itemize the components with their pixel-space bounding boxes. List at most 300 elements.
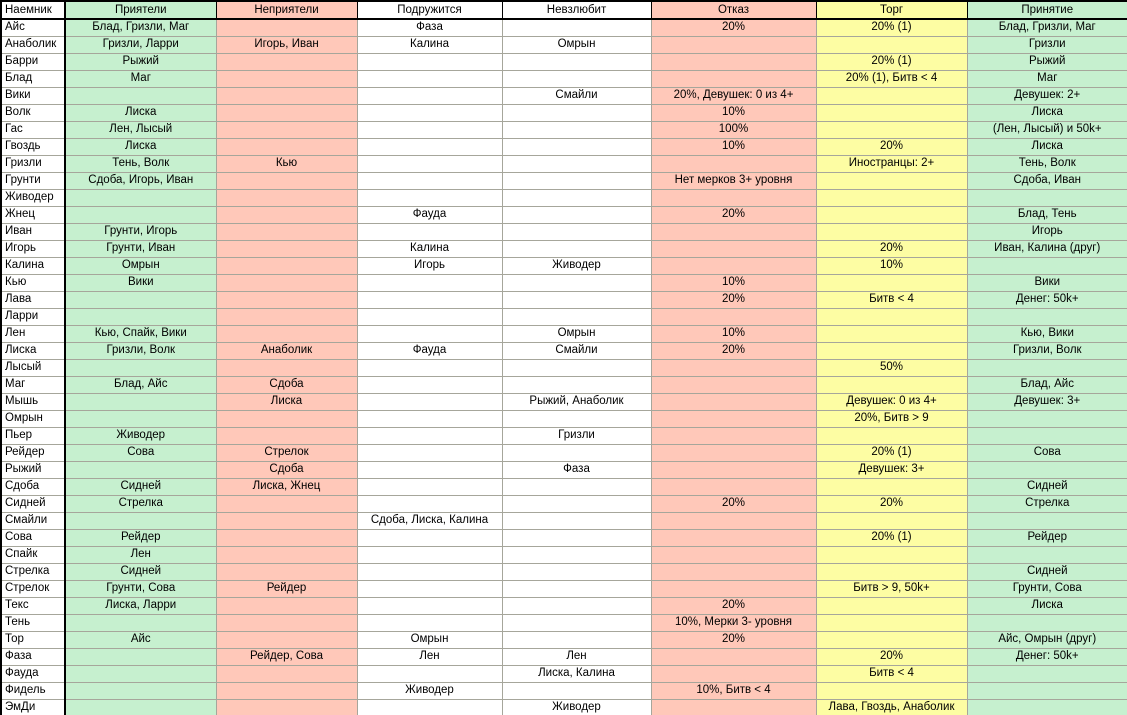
cell-dislike[interactable] xyxy=(502,359,651,376)
mercenary-name-cell[interactable]: Живодер xyxy=(1,189,65,206)
cell-befriend[interactable] xyxy=(357,274,502,291)
cell-refusal[interactable] xyxy=(651,563,816,580)
cell-bargain[interactable] xyxy=(816,36,967,53)
cell-bargain[interactable] xyxy=(816,563,967,580)
cell-dislike[interactable]: Смайли xyxy=(502,342,651,359)
cell-befriend[interactable] xyxy=(357,597,502,614)
cell-refusal[interactable] xyxy=(651,546,816,563)
cell-friends[interactable] xyxy=(65,410,216,427)
cell-friends[interactable] xyxy=(65,87,216,104)
cell-friends[interactable] xyxy=(65,665,216,682)
cell-refusal[interactable] xyxy=(651,461,816,478)
cell-refusal[interactable]: 10% xyxy=(651,138,816,155)
cell-dislike[interactable] xyxy=(502,597,651,614)
cell-foes[interactable] xyxy=(216,546,357,563)
cell-dislike[interactable] xyxy=(502,682,651,699)
column-header-befriend[interactable]: Подружится xyxy=(357,1,502,19)
cell-bargain[interactable]: 20%, Битв > 9 xyxy=(816,410,967,427)
cell-refusal[interactable]: 10%, Битв < 4 xyxy=(651,682,816,699)
cell-befriend[interactable] xyxy=(357,87,502,104)
cell-dislike[interactable] xyxy=(502,138,651,155)
cell-foes[interactable]: Игорь, Иван xyxy=(216,36,357,53)
cell-dislike[interactable] xyxy=(502,172,651,189)
cell-foes[interactable] xyxy=(216,308,357,325)
cell-bargain[interactable] xyxy=(816,172,967,189)
cell-refusal[interactable] xyxy=(651,257,816,274)
cell-bargain[interactable] xyxy=(816,121,967,138)
cell-refusal[interactable]: 10% xyxy=(651,325,816,342)
cell-foes[interactable]: Лиска xyxy=(216,393,357,410)
mercenary-name-cell[interactable]: Тень xyxy=(1,614,65,631)
mercenary-name-cell[interactable]: Анаболик xyxy=(1,36,65,53)
cell-accept[interactable]: Гризли, Волк xyxy=(967,342,1127,359)
cell-befriend[interactable] xyxy=(357,529,502,546)
cell-accept[interactable]: Кью, Вики xyxy=(967,325,1127,342)
cell-refusal[interactable]: 10%, Мерки 3- уровня xyxy=(651,614,816,631)
cell-friends[interactable]: Лен xyxy=(65,546,216,563)
cell-foes[interactable] xyxy=(216,427,357,444)
cell-friends[interactable] xyxy=(65,614,216,631)
mercenary-name-cell[interactable]: Лен xyxy=(1,325,65,342)
cell-dislike[interactable] xyxy=(502,308,651,325)
cell-befriend[interactable] xyxy=(357,580,502,597)
cell-accept[interactable] xyxy=(967,410,1127,427)
cell-friends[interactable] xyxy=(65,699,216,715)
cell-refusal[interactable]: 20% xyxy=(651,206,816,223)
cell-bargain[interactable]: 20% xyxy=(816,138,967,155)
cell-foes[interactable] xyxy=(216,682,357,699)
cell-dislike[interactable]: Рыжий, Анаболик xyxy=(502,393,651,410)
cell-refusal[interactable]: 10% xyxy=(651,274,816,291)
cell-refusal[interactable] xyxy=(651,376,816,393)
cell-bargain[interactable]: Лава, Гвоздь, Анаболик xyxy=(816,699,967,715)
cell-bargain[interactable] xyxy=(816,87,967,104)
cell-befriend[interactable]: Фаза xyxy=(357,19,502,36)
cell-dislike[interactable]: Омрын xyxy=(502,36,651,53)
cell-foes[interactable]: Рейдер, Сова xyxy=(216,648,357,665)
cell-befriend[interactable] xyxy=(357,427,502,444)
cell-bargain[interactable] xyxy=(816,104,967,121)
cell-refusal[interactable] xyxy=(651,240,816,257)
cell-accept[interactable]: Блад, Тень xyxy=(967,206,1127,223)
cell-refusal[interactable] xyxy=(651,478,816,495)
mercenary-name-cell[interactable]: Грунти xyxy=(1,172,65,189)
cell-friends[interactable]: Лиска, Ларри xyxy=(65,597,216,614)
column-header-foes[interactable]: Неприятели xyxy=(216,1,357,19)
cell-accept[interactable]: Денег: 50k+ xyxy=(967,291,1127,308)
cell-refusal[interactable] xyxy=(651,512,816,529)
cell-foes[interactable] xyxy=(216,206,357,223)
cell-accept[interactable] xyxy=(967,665,1127,682)
cell-dislike[interactable] xyxy=(502,410,651,427)
cell-befriend[interactable]: Живодер xyxy=(357,682,502,699)
cell-foes[interactable] xyxy=(216,53,357,70)
cell-foes[interactable]: Кью xyxy=(216,155,357,172)
column-header-refusal[interactable]: Отказ xyxy=(651,1,816,19)
cell-refusal[interactable]: 20% xyxy=(651,342,816,359)
cell-friends[interactable]: Гризли, Волк xyxy=(65,342,216,359)
cell-dislike[interactable]: Лиска, Калина xyxy=(502,665,651,682)
cell-bargain[interactable]: 20% xyxy=(816,495,967,512)
cell-accept[interactable]: Денег: 50k+ xyxy=(967,648,1127,665)
cell-dislike[interactable] xyxy=(502,121,651,138)
mercenary-name-cell[interactable]: Мышь xyxy=(1,393,65,410)
cell-friends[interactable] xyxy=(65,393,216,410)
cell-accept[interactable]: Лиска xyxy=(967,597,1127,614)
cell-dislike[interactable] xyxy=(502,512,651,529)
cell-accept[interactable]: Сидней xyxy=(967,563,1127,580)
cell-bargain[interactable] xyxy=(816,478,967,495)
cell-dislike[interactable]: Фаза xyxy=(502,461,651,478)
cell-bargain[interactable] xyxy=(816,682,967,699)
cell-dislike[interactable] xyxy=(502,444,651,461)
cell-friends[interactable]: Лен, Лысый xyxy=(65,121,216,138)
mercenary-name-cell[interactable]: Тор xyxy=(1,631,65,648)
cell-foes[interactable] xyxy=(216,563,357,580)
cell-foes[interactable] xyxy=(216,138,357,155)
mercenary-name-cell[interactable]: Кью xyxy=(1,274,65,291)
cell-dislike[interactable] xyxy=(502,291,651,308)
cell-accept[interactable] xyxy=(967,614,1127,631)
mercenary-name-cell[interactable]: Блад xyxy=(1,70,65,87)
cell-friends[interactable]: Омрын xyxy=(65,257,216,274)
cell-foes[interactable] xyxy=(216,699,357,715)
cell-befriend[interactable]: Омрын xyxy=(357,631,502,648)
cell-foes[interactable] xyxy=(216,597,357,614)
cell-dislike[interactable] xyxy=(502,206,651,223)
cell-accept[interactable]: Стрелка xyxy=(967,495,1127,512)
cell-foes[interactable] xyxy=(216,529,357,546)
cell-bargain[interactable]: Девушек: 0 из 4+ xyxy=(816,393,967,410)
mercenary-name-cell[interactable]: Сидней xyxy=(1,495,65,512)
cell-befriend[interactable]: Калина xyxy=(357,240,502,257)
cell-friends[interactable] xyxy=(65,291,216,308)
cell-refusal[interactable] xyxy=(651,53,816,70)
mercenary-name-cell[interactable]: Рыжий xyxy=(1,461,65,478)
cell-befriend[interactable] xyxy=(357,325,502,342)
cell-accept[interactable] xyxy=(967,257,1127,274)
cell-dislike[interactable] xyxy=(502,563,651,580)
column-header-friends[interactable]: Приятели xyxy=(65,1,216,19)
cell-dislike[interactable] xyxy=(502,274,651,291)
cell-befriend[interactable]: Игорь xyxy=(357,257,502,274)
cell-accept[interactable]: Блад, Гризли, Маг xyxy=(967,19,1127,36)
cell-refusal[interactable] xyxy=(651,308,816,325)
cell-befriend[interactable] xyxy=(357,104,502,121)
mercenary-name-cell[interactable]: Гас xyxy=(1,121,65,138)
cell-friends[interactable] xyxy=(65,189,216,206)
cell-foes[interactable]: Лиска, Жнец xyxy=(216,478,357,495)
cell-foes[interactable]: Рейдер xyxy=(216,580,357,597)
mercenary-name-cell[interactable]: Айс xyxy=(1,19,65,36)
cell-foes[interactable] xyxy=(216,359,357,376)
cell-bargain[interactable] xyxy=(816,189,967,206)
cell-refusal[interactable] xyxy=(651,529,816,546)
cell-befriend[interactable] xyxy=(357,478,502,495)
cell-dislike[interactable] xyxy=(502,580,651,597)
cell-accept[interactable] xyxy=(967,189,1127,206)
cell-bargain[interactable] xyxy=(816,274,967,291)
cell-refusal[interactable] xyxy=(651,223,816,240)
mercenary-name-cell[interactable]: Жнец xyxy=(1,206,65,223)
cell-befriend[interactable] xyxy=(357,614,502,631)
mercenary-name-cell[interactable]: Фауда xyxy=(1,665,65,682)
cell-friends[interactable]: Лиска xyxy=(65,138,216,155)
cell-friends[interactable]: Сова xyxy=(65,444,216,461)
cell-bargain[interactable]: 20% (1), Битв < 4 xyxy=(816,70,967,87)
cell-dislike[interactable] xyxy=(502,631,651,648)
cell-foes[interactable] xyxy=(216,121,357,138)
cell-accept[interactable]: Сдоба, Иван xyxy=(967,172,1127,189)
cell-befriend[interactable] xyxy=(357,121,502,138)
cell-refusal[interactable]: 20% xyxy=(651,597,816,614)
cell-friends[interactable]: Кью, Спайк, Вики xyxy=(65,325,216,342)
cell-foes[interactable] xyxy=(216,104,357,121)
cell-accept[interactable]: Лиска xyxy=(967,138,1127,155)
cell-bargain[interactable]: 20% xyxy=(816,648,967,665)
cell-friends[interactable]: Блад, Гризли, Маг xyxy=(65,19,216,36)
cell-befriend[interactable] xyxy=(357,410,502,427)
mercenary-name-cell[interactable]: Гризли xyxy=(1,155,65,172)
cell-befriend[interactable] xyxy=(357,393,502,410)
cell-foes[interactable] xyxy=(216,172,357,189)
cell-accept[interactable]: Маг xyxy=(967,70,1127,87)
cell-bargain[interactable] xyxy=(816,376,967,393)
cell-accept[interactable] xyxy=(967,512,1127,529)
cell-dislike[interactable] xyxy=(502,104,651,121)
cell-friends[interactable]: Блад, Айс xyxy=(65,376,216,393)
cell-accept[interactable]: Блад, Айс xyxy=(967,376,1127,393)
cell-friends[interactable]: Стрелка xyxy=(65,495,216,512)
cell-refusal[interactable]: 20% xyxy=(651,19,816,36)
cell-refusal[interactable] xyxy=(651,699,816,715)
cell-accept[interactable]: Лиска xyxy=(967,104,1127,121)
cell-befriend[interactable] xyxy=(357,563,502,580)
cell-befriend[interactable]: Калина xyxy=(357,36,502,53)
cell-accept[interactable] xyxy=(967,546,1127,563)
cell-foes[interactable] xyxy=(216,274,357,291)
cell-bargain[interactable]: 20% (1) xyxy=(816,444,967,461)
mercenary-name-cell[interactable]: Омрын xyxy=(1,410,65,427)
cell-accept[interactable]: Рыжий xyxy=(967,53,1127,70)
cell-befriend[interactable]: Сдоба, Лиска, Калина xyxy=(357,512,502,529)
mercenary-name-cell[interactable]: Калина xyxy=(1,257,65,274)
cell-foes[interactable]: Сдоба xyxy=(216,461,357,478)
cell-bargain[interactable] xyxy=(816,223,967,240)
cell-foes[interactable] xyxy=(216,614,357,631)
cell-befriend[interactable] xyxy=(357,138,502,155)
cell-friends[interactable]: Сдоба, Игорь, Иван xyxy=(65,172,216,189)
cell-friends[interactable]: Маг xyxy=(65,70,216,87)
mercenary-name-cell[interactable]: Фидель xyxy=(1,682,65,699)
cell-friends[interactable]: Вики xyxy=(65,274,216,291)
column-header-bargain[interactable]: Торг xyxy=(816,1,967,19)
cell-friends[interactable] xyxy=(65,308,216,325)
mercenary-name-cell[interactable]: Пьер xyxy=(1,427,65,444)
cell-refusal[interactable]: 20% xyxy=(651,291,816,308)
cell-foes[interactable] xyxy=(216,512,357,529)
cell-friends[interactable]: Рейдер xyxy=(65,529,216,546)
cell-bargain[interactable] xyxy=(816,427,967,444)
mercenary-name-cell[interactable]: Стрелка xyxy=(1,563,65,580)
cell-friends[interactable] xyxy=(65,682,216,699)
cell-dislike[interactable] xyxy=(502,376,651,393)
cell-refusal[interactable] xyxy=(651,70,816,87)
cell-bargain[interactable]: 20% (1) xyxy=(816,529,967,546)
cell-friends[interactable]: Лиска xyxy=(65,104,216,121)
cell-refusal[interactable]: 10% xyxy=(651,104,816,121)
cell-foes[interactable] xyxy=(216,87,357,104)
cell-refusal[interactable] xyxy=(651,427,816,444)
cell-dislike[interactable] xyxy=(502,240,651,257)
cell-friends[interactable] xyxy=(65,206,216,223)
mercenary-name-cell[interactable]: Спайк xyxy=(1,546,65,563)
cell-foes[interactable]: Стрелок xyxy=(216,444,357,461)
mercenary-name-cell[interactable]: Ларри xyxy=(1,308,65,325)
cell-foes[interactable]: Анаболик xyxy=(216,342,357,359)
cell-friends[interactable]: Тень, Волк xyxy=(65,155,216,172)
mercenary-name-cell[interactable]: Стрелок xyxy=(1,580,65,597)
mercenary-name-cell[interactable]: Иван xyxy=(1,223,65,240)
cell-accept[interactable]: Вики xyxy=(967,274,1127,291)
cell-foes[interactable] xyxy=(216,665,357,682)
cell-befriend[interactable] xyxy=(357,223,502,240)
cell-foes[interactable] xyxy=(216,189,357,206)
cell-friends[interactable]: Сидней xyxy=(65,563,216,580)
cell-bargain[interactable] xyxy=(816,308,967,325)
cell-bargain[interactable]: Битв < 4 xyxy=(816,665,967,682)
cell-accept[interactable] xyxy=(967,427,1127,444)
cell-bargain[interactable] xyxy=(816,546,967,563)
cell-befriend[interactable]: Фауда xyxy=(357,342,502,359)
cell-friends[interactable]: Айс xyxy=(65,631,216,648)
cell-dislike[interactable] xyxy=(502,546,651,563)
cell-foes[interactable] xyxy=(216,70,357,87)
column-header-merc[interactable]: Наемник xyxy=(1,1,65,19)
cell-friends[interactable] xyxy=(65,648,216,665)
cell-befriend[interactable] xyxy=(357,172,502,189)
cell-accept[interactable]: Рейдер xyxy=(967,529,1127,546)
cell-bargain[interactable]: Иностранцы: 2+ xyxy=(816,155,967,172)
cell-befriend[interactable]: Лен xyxy=(357,648,502,665)
cell-friends[interactable] xyxy=(65,461,216,478)
cell-foes[interactable]: Сдоба xyxy=(216,376,357,393)
cell-bargain[interactable] xyxy=(816,614,967,631)
cell-refusal[interactable]: 100% xyxy=(651,121,816,138)
cell-dislike[interactable] xyxy=(502,529,651,546)
mercenary-name-cell[interactable]: Маг xyxy=(1,376,65,393)
cell-bargain[interactable]: 20% xyxy=(816,240,967,257)
cell-befriend[interactable]: Фауда xyxy=(357,206,502,223)
cell-friends[interactable]: Грунти, Игорь xyxy=(65,223,216,240)
cell-friends[interactable]: Рыжий xyxy=(65,53,216,70)
cell-foes[interactable] xyxy=(216,325,357,342)
cell-refusal[interactable]: 20%, Девушек: 0 из 4+ xyxy=(651,87,816,104)
cell-accept[interactable] xyxy=(967,461,1127,478)
cell-bargain[interactable] xyxy=(816,512,967,529)
cell-friends[interactable]: Грунти, Иван xyxy=(65,240,216,257)
mercenary-name-cell[interactable]: Текс xyxy=(1,597,65,614)
cell-befriend[interactable] xyxy=(357,53,502,70)
cell-foes[interactable] xyxy=(216,410,357,427)
cell-dislike[interactable] xyxy=(502,189,651,206)
cell-refusal[interactable] xyxy=(651,410,816,427)
cell-bargain[interactable]: Девушек: 3+ xyxy=(816,461,967,478)
mercenary-name-cell[interactable]: Лысый xyxy=(1,359,65,376)
cell-refusal[interactable]: 20% xyxy=(651,495,816,512)
mercenary-name-cell[interactable]: Сдоба xyxy=(1,478,65,495)
cell-foes[interactable] xyxy=(216,223,357,240)
cell-friends[interactable]: Живодер xyxy=(65,427,216,444)
cell-refusal[interactable] xyxy=(651,359,816,376)
cell-bargain[interactable] xyxy=(816,342,967,359)
mercenary-name-cell[interactable]: Сова xyxy=(1,529,65,546)
cell-foes[interactable] xyxy=(216,240,357,257)
cell-accept[interactable]: Иван, Калина (друг) xyxy=(967,240,1127,257)
cell-bargain[interactable]: 50% xyxy=(816,359,967,376)
mercenary-name-cell[interactable]: Лиска xyxy=(1,342,65,359)
cell-accept[interactable] xyxy=(967,359,1127,376)
cell-friends[interactable] xyxy=(65,359,216,376)
cell-bargain[interactable]: 20% (1) xyxy=(816,53,967,70)
cell-accept[interactable]: Грунти, Сова xyxy=(967,580,1127,597)
cell-dislike[interactable]: Омрын xyxy=(502,325,651,342)
cell-refusal[interactable]: Нет мерков 3+ уровня xyxy=(651,172,816,189)
cell-dislike[interactable] xyxy=(502,495,651,512)
cell-bargain[interactable]: 20% (1) xyxy=(816,19,967,36)
cell-friends[interactable]: Гризли, Ларри xyxy=(65,36,216,53)
cell-bargain[interactable]: Битв > 9, 50k+ xyxy=(816,580,967,597)
cell-foes[interactable] xyxy=(216,257,357,274)
column-header-accept[interactable]: Принятие xyxy=(967,1,1127,19)
cell-bargain[interactable] xyxy=(816,206,967,223)
cell-bargain[interactable] xyxy=(816,325,967,342)
cell-accept[interactable]: Сидней xyxy=(967,478,1127,495)
cell-dislike[interactable] xyxy=(502,223,651,240)
cell-dislike[interactable] xyxy=(502,70,651,87)
mercenary-name-cell[interactable]: Барри xyxy=(1,53,65,70)
cell-befriend[interactable] xyxy=(357,699,502,715)
cell-dislike[interactable] xyxy=(502,614,651,631)
mercenary-name-cell[interactable]: Волк xyxy=(1,104,65,121)
cell-befriend[interactable] xyxy=(357,495,502,512)
cell-dislike[interactable]: Лен xyxy=(502,648,651,665)
cell-befriend[interactable] xyxy=(357,376,502,393)
mercenary-name-cell[interactable]: Смайли xyxy=(1,512,65,529)
cell-foes[interactable] xyxy=(216,19,357,36)
cell-dislike[interactable] xyxy=(502,53,651,70)
cell-bargain[interactable] xyxy=(816,631,967,648)
cell-refusal[interactable] xyxy=(651,648,816,665)
cell-dislike[interactable]: Смайли xyxy=(502,87,651,104)
cell-foes[interactable] xyxy=(216,631,357,648)
cell-befriend[interactable] xyxy=(357,155,502,172)
cell-refusal[interactable] xyxy=(651,665,816,682)
cell-refusal[interactable] xyxy=(651,189,816,206)
cell-befriend[interactable] xyxy=(357,546,502,563)
cell-friends[interactable] xyxy=(65,512,216,529)
mercenary-name-cell[interactable]: Лава xyxy=(1,291,65,308)
cell-bargain[interactable] xyxy=(816,597,967,614)
mercenary-name-cell[interactable]: Рейдер xyxy=(1,444,65,461)
cell-dislike[interactable] xyxy=(502,478,651,495)
cell-refusal[interactable] xyxy=(651,580,816,597)
cell-accept[interactable] xyxy=(967,699,1127,715)
cell-befriend[interactable] xyxy=(357,70,502,87)
cell-accept[interactable] xyxy=(967,682,1127,699)
cell-accept[interactable]: Игорь xyxy=(967,223,1127,240)
cell-friends[interactable]: Сидней xyxy=(65,478,216,495)
